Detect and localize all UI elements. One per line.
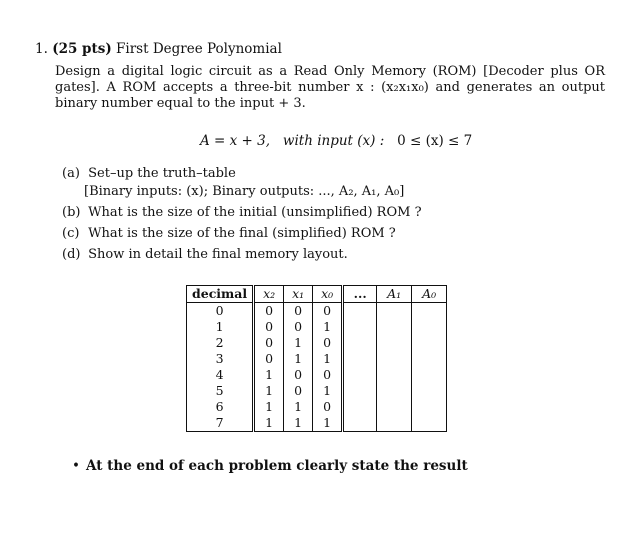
cell-a0	[412, 383, 447, 399]
part-b: (b) What is the size of the initial (unsimplified) ROM ?	[62, 205, 422, 220]
table-row	[187, 335, 447, 351]
cell-a1	[377, 415, 412, 432]
formula-lhs: A = x + 3,	[200, 133, 271, 149]
cell-x0: 1	[313, 383, 343, 399]
cell-ellipsis	[343, 303, 377, 320]
bullet: •	[72, 458, 80, 474]
header-a1: A₁	[377, 286, 412, 303]
cell-a1	[377, 303, 412, 320]
cell-decimal: 1	[187, 319, 254, 335]
cell-a0	[412, 415, 447, 432]
cell-decimal: 4	[187, 367, 254, 383]
cell-decimal: 5	[187, 383, 254, 399]
table-row	[187, 367, 447, 383]
cell-x0: 1	[313, 415, 343, 432]
header-x0: x₀	[313, 286, 343, 303]
header-a0: A₀	[412, 286, 447, 303]
header-x1: x₁	[284, 286, 313, 303]
cell-a1	[377, 399, 412, 415]
cell-a0	[412, 303, 447, 320]
problem-points: (25 pts)	[52, 41, 112, 57]
problem-number: 1.	[35, 41, 48, 57]
formula	[200, 133, 472, 149]
cell-x2: 1	[254, 383, 284, 399]
table-row	[187, 319, 447, 335]
cell-decimal: 0	[187, 303, 254, 320]
problem-description: Design a digital logic circuit as a Read Only Memory (ROM) [Decoder plus OR gates]. A ROM accepts a three-bit number x : (x₂x₁x₀) and generates an output binary number equal to the input + 3.	[55, 64, 605, 111]
cell-a1	[377, 367, 412, 383]
cell-decimal: 7	[187, 415, 254, 432]
cell-x1: 0	[284, 319, 313, 335]
cell-x2: 0	[254, 303, 284, 320]
cell-x1: 0	[284, 367, 313, 383]
cell-x1: 1	[284, 351, 313, 367]
cell-decimal: 2	[187, 335, 254, 351]
cell-a0	[412, 367, 447, 383]
cell-a0	[412, 351, 447, 367]
footer-note	[72, 458, 468, 474]
cell-x0: 0	[313, 399, 343, 415]
cell-x0: 1	[313, 319, 343, 335]
question-parts	[62, 163, 422, 265]
table-row	[187, 351, 447, 367]
table-body	[187, 303, 447, 432]
cell-x0: 1	[313, 351, 343, 367]
truth-table	[186, 285, 447, 432]
header-x2: x₂	[254, 286, 284, 303]
cell-ellipsis	[343, 399, 377, 415]
formula-mid: with input (x) :	[282, 133, 385, 149]
cell-x1: 0	[284, 303, 313, 320]
table-row	[187, 303, 447, 320]
footer-text: At the end of each problem clearly state the result	[85, 458, 468, 474]
cell-x2: 1	[254, 367, 284, 383]
part-d: (d) Show in detail the final memory layout.	[62, 247, 348, 262]
cell-a1	[377, 335, 412, 351]
cell-a1	[377, 319, 412, 335]
part-c: (c) What is the size of the final (simplified) ROM ?	[62, 226, 396, 241]
problem-title: First Degree Polynomial	[116, 41, 282, 57]
table-row	[187, 383, 447, 399]
header-decimal: decimal	[187, 286, 254, 303]
cell-a1	[377, 351, 412, 367]
formula-rhs: 0 ≤ (x) ≤ 7	[397, 133, 473, 149]
header-ellipsis: ...	[343, 286, 377, 303]
cell-x2: 0	[254, 319, 284, 335]
cell-x2: 0	[254, 335, 284, 351]
cell-a0	[412, 335, 447, 351]
cell-x1: 1	[284, 335, 313, 351]
cell-ellipsis	[343, 335, 377, 351]
table-header-row	[187, 286, 447, 303]
cell-x1: 1	[284, 415, 313, 432]
cell-ellipsis	[343, 319, 377, 335]
table-row	[187, 399, 447, 415]
cell-ellipsis	[343, 415, 377, 432]
cell-decimal: 3	[187, 351, 254, 367]
cell-x0: 0	[313, 303, 343, 320]
cell-x0: 0	[313, 367, 343, 383]
cell-x1: 0	[284, 383, 313, 399]
cell-x2: 1	[254, 415, 284, 432]
cell-ellipsis	[343, 351, 377, 367]
cell-x2: 0	[254, 351, 284, 367]
table-row	[187, 415, 447, 432]
part-a: (a) Set–up the truth–table	[62, 166, 236, 181]
cell-ellipsis	[343, 383, 377, 399]
cell-a0	[412, 399, 447, 415]
cell-x0: 0	[313, 335, 343, 351]
cell-a1	[377, 383, 412, 399]
part-a-detail: [Binary inputs: (x); Binary outputs: ..., A₂, A₁, A₀]	[84, 184, 405, 199]
cell-x1: 1	[284, 399, 313, 415]
cell-ellipsis	[343, 367, 377, 383]
cell-decimal: 6	[187, 399, 254, 415]
problem-header	[35, 41, 282, 57]
cell-x2: 1	[254, 399, 284, 415]
cell-a0	[412, 319, 447, 335]
